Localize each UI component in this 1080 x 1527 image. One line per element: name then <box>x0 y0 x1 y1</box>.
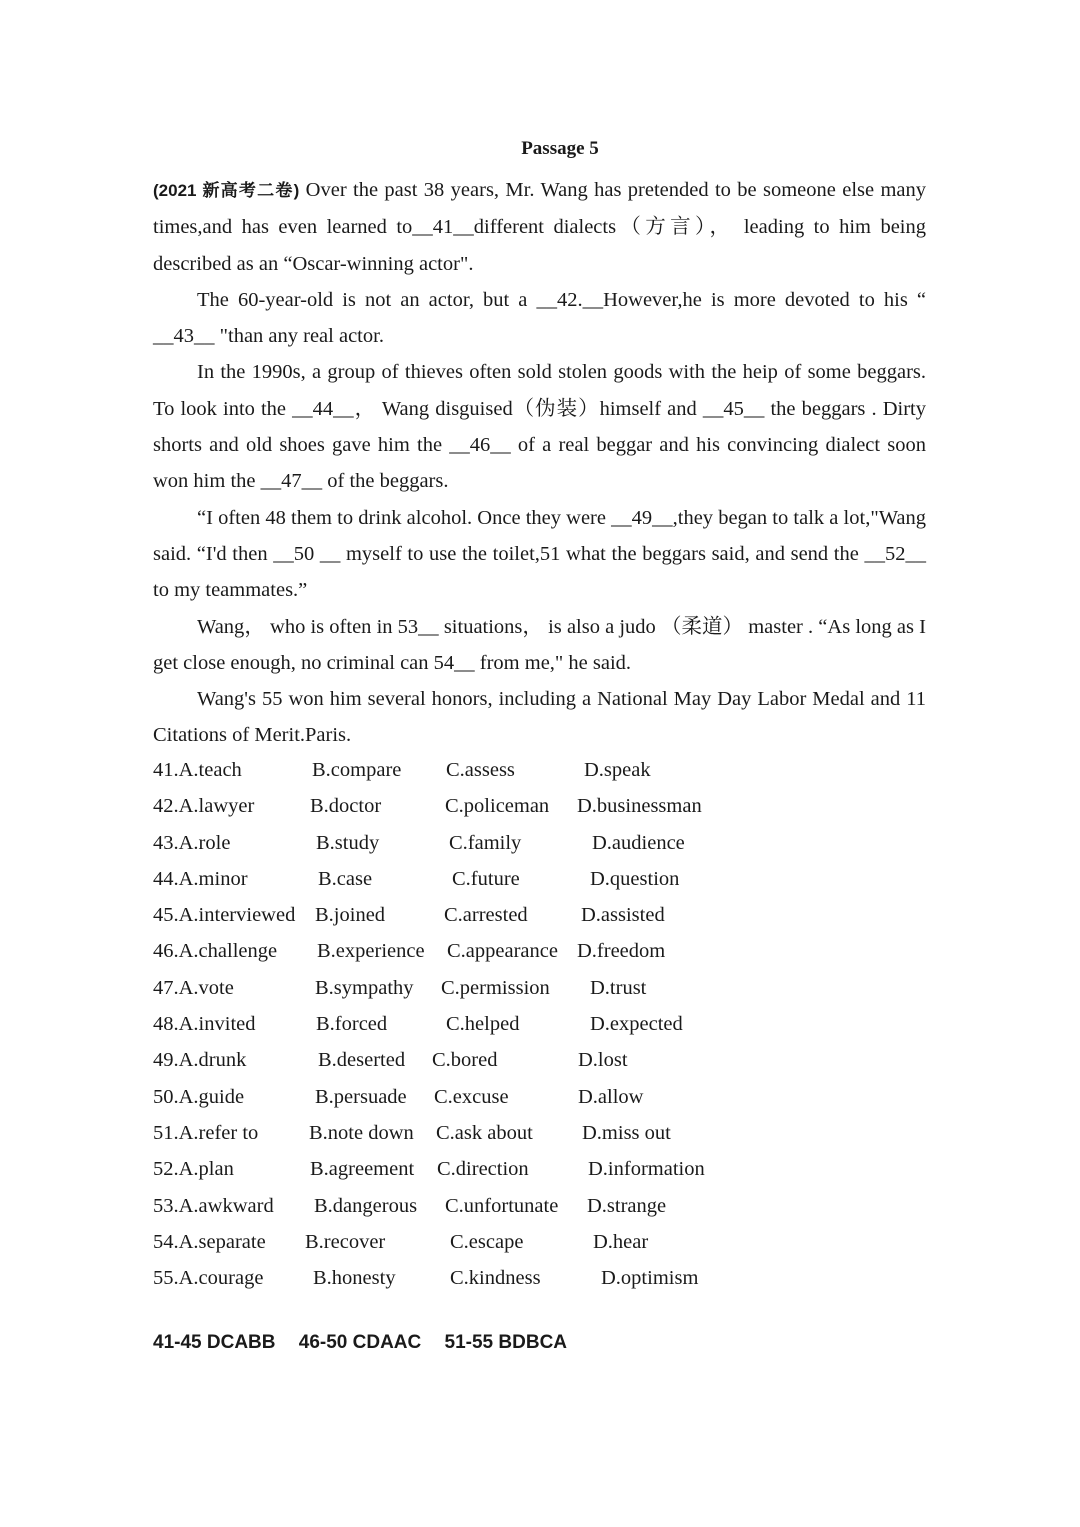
option-row-49 <box>153 1042 773 1078</box>
option-a: 53.A.awkward <box>153 1194 274 1217</box>
option-c: C.kindness <box>450 1267 541 1290</box>
option-b: B.note down <box>309 1121 414 1144</box>
option-row-46 <box>153 933 773 969</box>
option-c: C.policeman <box>445 795 550 818</box>
option-a: 42.A.lawyer <box>153 795 255 818</box>
option-a: 49.A.drunk <box>153 1049 247 1072</box>
option-c: C.helped <box>446 1013 520 1036</box>
option-a: 55.A.courage <box>153 1267 264 1290</box>
answer-group-46-50: 46-50 CDAAC <box>298 1332 422 1353</box>
paragraph-text: Over the past 38 years, Mr. Wang has pretended to be someone else many times,and has even learned to__41__different dialects（方言）， leading to him being described as an “Oscar-winning actor". <box>153 179 927 275</box>
option-d: D.allow <box>578 1085 644 1108</box>
option-b: B.agreement <box>310 1158 415 1181</box>
passage-body <box>153 172 926 754</box>
option-b: B.deserted <box>318 1049 406 1072</box>
option-row-50 <box>153 1079 773 1115</box>
option-a: 48.A.invited <box>153 1013 256 1036</box>
option-b: B.recover <box>305 1230 386 1253</box>
option-a: 45.A.interviewed <box>153 904 296 927</box>
option-c: C.appearance <box>447 940 558 963</box>
option-d: D.optimism <box>601 1267 699 1290</box>
option-b: B.study <box>316 831 380 854</box>
option-b: B.sympathy <box>315 976 414 999</box>
option-a: 47.A.vote <box>153 976 234 999</box>
option-d: D.information <box>588 1158 705 1181</box>
option-row-45 <box>153 897 773 933</box>
option-row-42 <box>153 788 773 824</box>
option-d: D.miss out <box>582 1121 671 1144</box>
option-c: C.family <box>449 831 522 854</box>
option-b: B.experience <box>317 940 425 963</box>
option-d: D.businessman <box>577 795 702 818</box>
paragraph-4: “I often 48 them to drink alcohol. Once they were __49__,they began to talk a lot,"Wang said. “I'd then __50 __ myself to use the toilet,51 what the beggars said, and send the __52__ to my teammates.” <box>153 506 926 602</box>
passage-title: Passage 5 <box>521 138 599 159</box>
answer-group-51-55: 51-55 BDBCA <box>444 1332 568 1353</box>
option-d: D.assisted <box>581 904 665 927</box>
option-b: B.joined <box>315 904 386 927</box>
options-list <box>153 752 773 1296</box>
source-tag: (2021 新高考二卷) <box>153 181 300 200</box>
answer-key <box>153 1332 585 1354</box>
option-c: C.permission <box>441 976 550 999</box>
paragraph-3: In the 1990s, a group of thieves often sold stolen goods with the heip of some beggars. To look into the __44__， Wang disguised（伪装）himself and __45__ the beggars . Dirty shorts and old shoes gave him the __46__ of a real beggar and his convincing dialect soon won him the __47__ of the beggars. <box>153 361 926 493</box>
option-b: B.persuade <box>315 1085 407 1108</box>
option-row-43 <box>153 825 773 861</box>
option-row-51 <box>153 1115 773 1151</box>
option-b: B.doctor <box>310 795 382 818</box>
paragraph-1 <box>153 172 926 282</box>
option-c: C.bored <box>432 1049 498 1072</box>
option-a: 52.A.plan <box>153 1158 234 1181</box>
option-row-48 <box>153 1006 773 1042</box>
option-a: 54.A.separate <box>153 1230 266 1253</box>
option-b: B.forced <box>316 1013 388 1036</box>
paragraph-5: Wang， who is often in 53__ situations， is also a judo （柔道） master . “As long as I get close enough, no criminal can 54__ from me," he said. <box>153 615 926 674</box>
option-d: D.strange <box>587 1194 667 1217</box>
option-a: 41.A.teach <box>153 759 242 781</box>
option-row-47 <box>153 970 773 1006</box>
option-c: C.excuse <box>434 1085 509 1108</box>
option-a: 44.A.minor <box>153 867 248 890</box>
option-row-41 <box>153 752 773 788</box>
option-a: 50.A.guide <box>153 1085 245 1108</box>
option-row-53 <box>153 1188 773 1224</box>
option-d: D.speak <box>584 759 651 781</box>
option-d: D.hear <box>593 1230 649 1253</box>
option-a: 43.A.role <box>153 831 231 854</box>
option-b: B.case <box>318 867 373 890</box>
option-d: D.question <box>590 867 680 890</box>
option-row-55 <box>153 1260 773 1296</box>
option-b: B.compare <box>312 759 402 781</box>
option-b: B.honesty <box>313 1267 396 1290</box>
option-c: C.assess <box>446 759 515 781</box>
option-row-54 <box>153 1224 773 1260</box>
option-row-44 <box>153 861 773 897</box>
option-d: D.expected <box>590 1013 683 1036</box>
option-a: 46.A.challenge <box>153 940 278 963</box>
option-row-52 <box>153 1151 773 1187</box>
paragraph-2: The 60-year-old is not an actor, but a __42.__However,he is more devoted to his “ __43__ "than any real actor. <box>153 288 926 348</box>
option-a: 51.A.refer to <box>153 1121 259 1144</box>
option-d: D.lost <box>578 1049 628 1072</box>
option-d: D.audience <box>592 831 685 854</box>
answer-group-41-45: 41-45 DCABB <box>153 1332 276 1353</box>
option-c: C.escape <box>450 1230 524 1253</box>
option-d: D.trust <box>590 976 647 999</box>
option-c: C.future <box>452 867 520 890</box>
option-c: C.direction <box>437 1158 529 1181</box>
option-b: B.dangerous <box>314 1194 418 1217</box>
option-d: D.freedom <box>577 940 666 963</box>
option-c: C.arrested <box>444 904 528 927</box>
option-c: C.ask about <box>436 1121 533 1144</box>
option-c: C.unfortunate <box>445 1194 559 1217</box>
paragraph-6: Wang's 55 won him several honors, including a National May Day Labor Medal and 11 Citations of Merit.Paris. <box>153 688 926 747</box>
